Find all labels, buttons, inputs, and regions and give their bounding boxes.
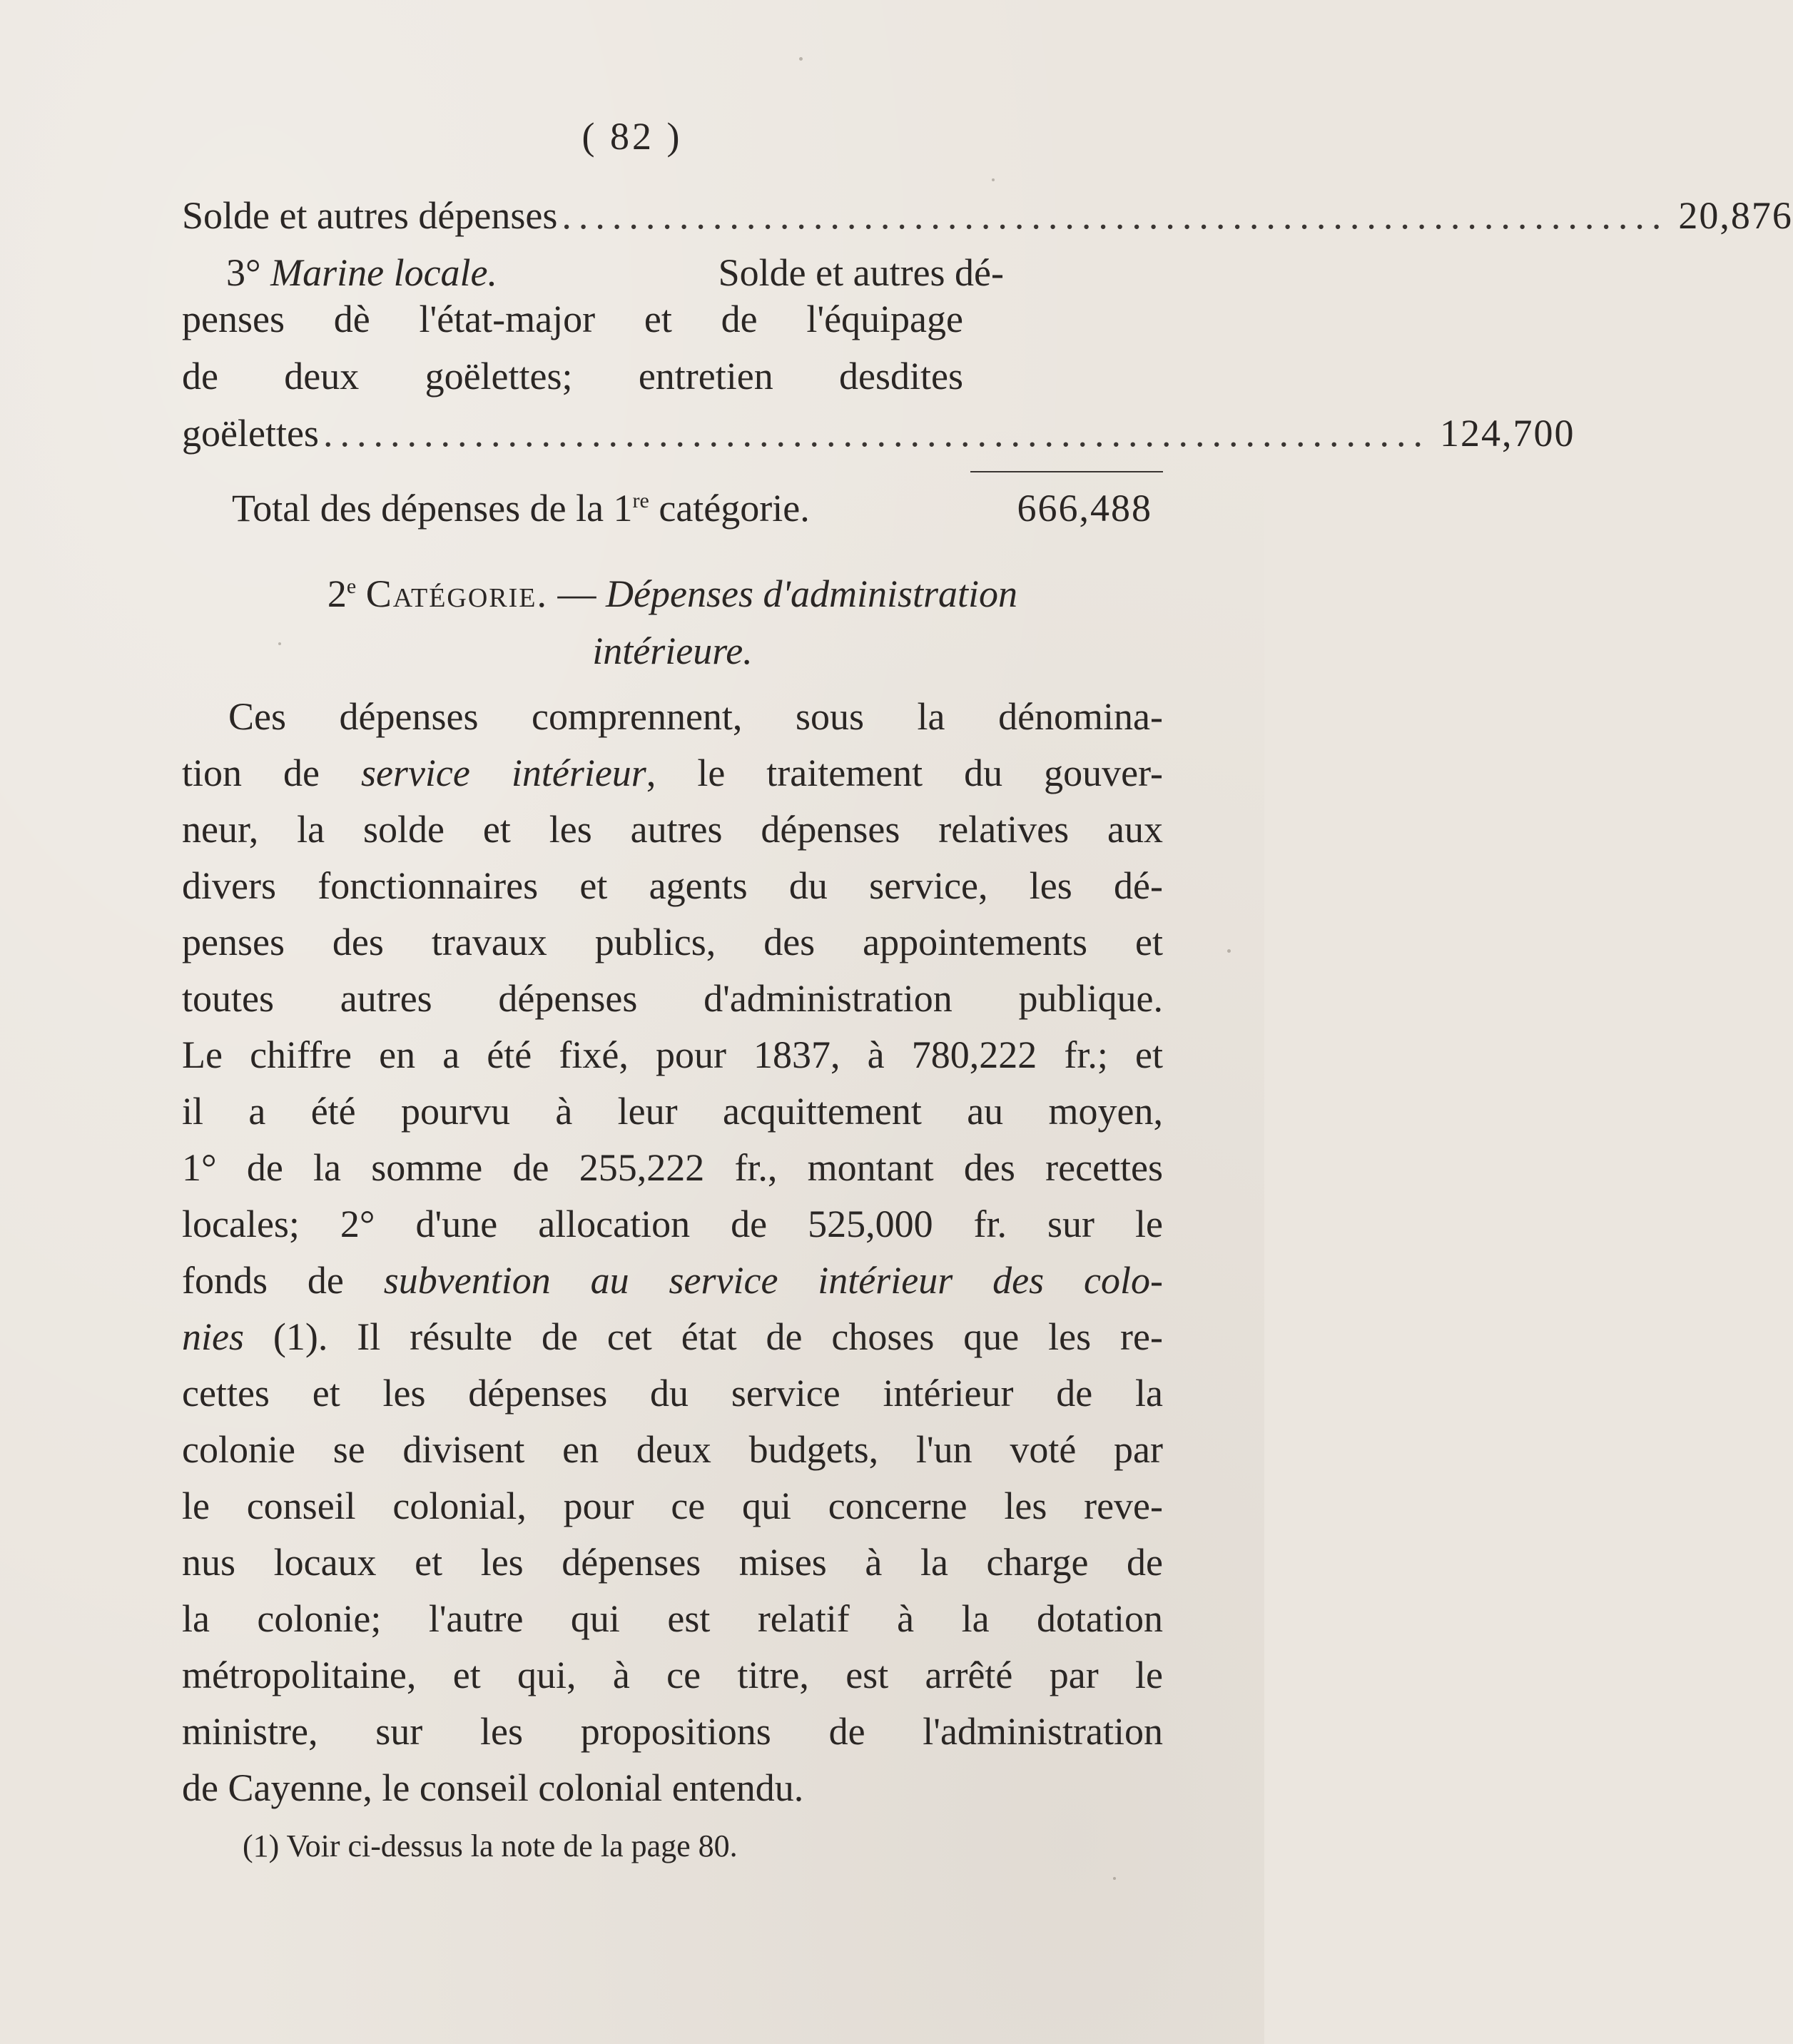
marine-locale-lead (226, 250, 497, 295)
entry-label: goëlettes (182, 412, 319, 455)
paragraph-line-16: nus locaux et les dépenses mises à la charge de (182, 1541, 1163, 1584)
paragraph-line-20: de Cayenne, le conseil colonial entendu. (182, 1766, 804, 1809)
entry-label: Solde et autres dépenses (182, 194, 558, 237)
marine-locale-line-1-rest: Solde et autres dé- (718, 251, 1004, 294)
paragraph-line-14: colonie se divisent en deux budgets, l'un voté par (182, 1428, 1163, 1471)
total-label (232, 485, 810, 531)
total-label-start: Total des dépenses de la 1 (232, 487, 633, 530)
paragraph-line-11a: fonds de (182, 1259, 384, 1302)
paper-speck (1227, 949, 1231, 953)
marine-locale-title: Marine locale. (270, 251, 498, 294)
paragraph-line-13: cettes et les dépenses du service intérieur de la (182, 1372, 1163, 1415)
marine-locale-line-2: penses dè l'état-major et de l'équipage (182, 298, 963, 340)
heading-category: Catégorie. (365, 572, 549, 615)
entry-amount: 124,700 (1439, 412, 1575, 455)
paragraph-line-5: penses des travaux publics, des appointements et (182, 921, 1163, 963)
paragraph-line-12 (182, 1309, 1163, 1365)
paragraph-line-10: locales; 2° d'une allocation de 525,000 fr. sur le (182, 1203, 1163, 1245)
paragraph-line-7: Le chiffre en a été fixé, pour 1837, à 780,222 fr.; et (182, 1033, 1163, 1076)
paper-speck (1113, 1877, 1116, 1880)
paragraph-line-6: toutes autres dépenses d'administration publique. (182, 977, 1163, 1020)
paragraph-line-12-italic: nies (182, 1315, 244, 1358)
paragraph-line-4: divers fonctionnaires et agents du service, les dé- (182, 864, 1163, 907)
section-heading (182, 571, 1163, 617)
marine-locale-line-1 (226, 250, 1004, 295)
sum-rule (970, 471, 1163, 472)
heading-title-line-2: intérieure. (592, 629, 753, 672)
footnote-marker: (1) (243, 1828, 280, 1863)
paragraph-line-8: il a été pourvu à leur acquittement au moyen, (182, 1090, 1163, 1133)
marine-locale-number: 3° (226, 251, 261, 294)
entry-row-goelettes (182, 410, 1575, 456)
footnote-text: Voir ci-dessus la note de la page 80. (279, 1828, 738, 1863)
total-row (232, 485, 1152, 531)
paragraph-line-15: le conseil colonial, pour ce qui concerne les reve- (182, 1484, 1163, 1527)
entry-row-solde (182, 193, 1793, 238)
paragraph-line-17: la colonie; l'autre qui est relatif à la dotation (182, 1597, 1163, 1640)
paragraph-line-9: 1° de la somme de 255,222 fr., montant des recettes (182, 1146, 1163, 1189)
paragraph-line-2a: tion de (182, 752, 361, 794)
total-label-end: catégorie. (649, 487, 810, 530)
paragraph-line-18: métropolitaine, et qui, à ce titre, est arrêté par le (182, 1654, 1163, 1696)
paragraph-line-3: neur, la solde et les autres dépenses relatives aux (182, 808, 1163, 851)
heading-title-line-1: Dépenses d'administration (606, 572, 1018, 615)
heading-dash: — (548, 572, 606, 615)
dot-leader: .................................................................. (322, 412, 1430, 455)
paragraph-line-2-italic: service intérieur (360, 752, 646, 794)
heading-number-sup: e (346, 575, 357, 598)
paragraph-line-2c: , le traitement du gouver- (646, 752, 1163, 794)
paper-speck (799, 57, 803, 61)
footnote (243, 1827, 738, 1866)
total-label-sup: re (632, 489, 649, 512)
paragraph-line-1: Ces dépenses comprennent, sous la dénomina- (228, 695, 1163, 738)
paragraph-line-19: ministre, sur les propositions de l'administration (182, 1710, 1163, 1753)
total-amount: 666,488 (1017, 487, 1152, 530)
page-number: ( 82 ) (581, 115, 683, 158)
paragraph-line-2 (182, 745, 1163, 801)
entry-amount: 20,876 (1678, 194, 1793, 237)
paper-speck (992, 178, 995, 181)
heading-number: 2 (327, 572, 347, 615)
marine-locale-line-3: de deux goëlettes; entretien desdites (182, 355, 963, 398)
dot-leader: .................................................................. (562, 194, 1669, 237)
paragraph-line-11-italic: subvention au service intérieur des colo- (383, 1259, 1163, 1302)
paragraph-line-12b: (1). Il résulte de cet état de choses que les re- (244, 1315, 1163, 1358)
paragraph-line-11 (182, 1253, 1163, 1309)
